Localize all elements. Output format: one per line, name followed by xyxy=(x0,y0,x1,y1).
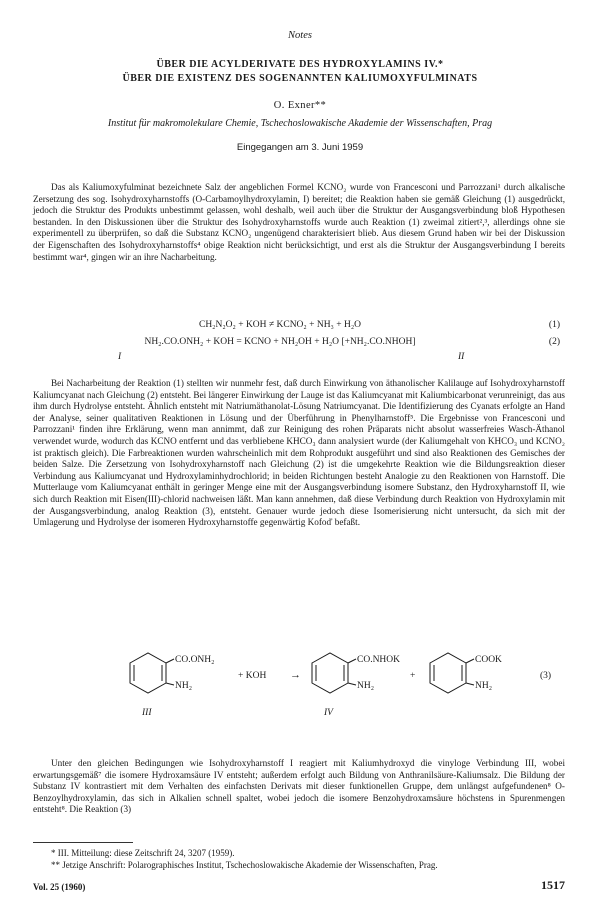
equation-2-number: (2) xyxy=(548,337,560,347)
compound-IV-group1: CO.NHOK xyxy=(357,655,401,665)
compound-III-structure xyxy=(130,653,214,718)
reagent-koh: + KOH xyxy=(238,671,267,681)
equation-1-text: CH₂N₂O₂ + KOH ≠ KCNO₂ + NH₃ + H₂O xyxy=(198,320,362,330)
equation-2-labels xyxy=(60,352,500,364)
substituent-bond xyxy=(466,659,474,663)
page-number: 1517 xyxy=(541,878,565,892)
compound-K-group1: COOK xyxy=(475,655,502,665)
substituent-bond xyxy=(348,683,356,685)
plus-sign: + xyxy=(410,671,416,681)
received-date: Eingegangen am 3. Juni 1959 xyxy=(236,142,364,153)
paragraph-1: Das als Kaliumoxyfulminat bezeichnete Salz der angeblichen Formel KCNO₂ wurde von Francesconi und Parrozzani¹ durch alkalische Zersetzung des sog. Isohydroxyharnstoffs (O-Carbamoylhydroxylamin, I) bereitet; die Reaktion haben sie gemäß Gleichung (1) ausgedrückt, jedoch die Struktur des Produkts unbestimmt gelassen, wohl deshalb, weil auch über die Struktur der Ausgangsverbindung bloß Hypothesen bestanden. In den Diskussionen über die Struktur des Isohydroxyharnstoffs wurde auch Reaktion (1) zweimal zitiert²,³, allerdings ohne sie experimentell zu überprüfen, so daß die Substanz KCNO₂ ungenügend charakterisiert blieb. Aus diesem Grund haben wir bei der Diskussion der Eigenschaften des Isohydroxyharnstoffs⁴ obige Reaktion nicht berücksichtigt, und erst als die Struktur der Ausgangsverbindung I bereits bestimmt war⁴, gingen wir an ihre Nacharbeitung. xyxy=(33,182,565,262)
reaction-3-scheme xyxy=(110,645,570,735)
label-compound-III: III xyxy=(142,708,152,718)
author: O. Exner** xyxy=(273,100,327,111)
paragraph-2: Bei Nacharbeitung der Reaktion (1) stellten wir nunmehr fest, daß durch Einwirkung von äthanolischer Kalilauge auf Isohydroxyharnstoff Kaliumcyanat nach Gleichung (2) entsteht. Bei längerer Einwirkung der Lauge ist das Kaliumcyanat mit Kaliumbicarbonat verunreinigt, das aus ihm durch Hydrolyse entsteht. Ähnlich entsteht mit Natriumäthanolat-Lösung Natriumcyanat. Die Identifizierung des Cyanats erfolgte an Hand der Analyse, seiner qualitativen Reaktionen in Lösung und der Überführung in Phenylharnstoff⁵. Die Ergebnisse von Francesconi und Parrozzani¹ finden ihre Erklärung, wenn man annimmt, daß zur Reinigung des rohen Präparats nicht absolut wasserfreies Wasch-Äthanol verwendet wurde, wodurch das KCNO entfernt und das verbliebene KHCO₃ dann analysiert wurde (der Kaliumgehalt von KHCO₃ und KCNO₂ ist praktisch gleich). Die Farbreaktionen wurden wahrscheinlich mit dem Rohprodukt ausgeführt und sind also Reaktionen des Gemisches der beiden Salze. Die Zersetzung von Isohydroxyharnstoff nach Gleichung (2) ist die umgekehrte Reaktion wie die Bildungsreaktion dieser Verbindung aus Kaliumcyanat und Hydroxylaminhydrochlorid; in beiden Richtungen besteht Analogie zu den Reaktionen von Harnstoff. Die Mutterlauge vom Kaliumcyanat enthält in geringer Menge eine mit der Ausgangsverbindung isomere Substanz, den Hydroxyharnstoff II, wie sich durch Reaktion mit Eisen(III)-chlorid nachweisen läßt. Man kann annehmen, daß diese Verbindung durch Reaktion von Hydroxylamin mit der Ausgangsverbindung, analog Reaktion (3), entsteht. Genauer wurde jedoch diese Isomerisierung nicht untersucht, da sich mit der Umlagerung und Hydrolyse der isomeren Hydroxyharnstoffe gegenwärtig Kofoď befaßt. xyxy=(33,378,565,528)
benzene-ring xyxy=(430,653,466,693)
equation-1-number: (1) xyxy=(548,320,560,330)
compound-III-group1: CO.ONH₂ xyxy=(175,655,215,665)
substituent-bond xyxy=(466,683,474,685)
label-compound-I: I xyxy=(118,352,122,362)
benzene-ring xyxy=(312,653,348,693)
footnote-2: ** Jetzige Anschrift: Polarographisches Institut, Tschechoslowakische Akademie der Wissenschaften, Prag. xyxy=(51,860,438,870)
substituent-bond xyxy=(348,659,356,663)
affiliation: Institut für makromolekulare Chemie, Tschechoslowakische Akademie der Wissenschaften, Prag xyxy=(107,118,493,129)
label-compound-II: II xyxy=(458,352,465,362)
equation-2-text: NH₂.CO.ONH₂ + KOH = KCNO + NH₂OH + H₂O [+NH₂.CO.NHOH] xyxy=(144,337,416,347)
compound-IV-group2: NH₂ xyxy=(357,681,375,691)
compound-IV-structure xyxy=(312,653,400,718)
title-line-2: ÜBER DIE EXISTENZ DES SOGENANNTEN KALIUMOXYFULMINATS xyxy=(122,73,478,84)
equation-2 xyxy=(60,337,560,349)
benzene-ring xyxy=(130,653,166,693)
potassium-anthranilate-structure xyxy=(430,653,502,693)
equation-1 xyxy=(60,320,560,332)
footnote-divider xyxy=(33,842,133,843)
volume-info: Vol. 25 (1960) xyxy=(33,882,86,892)
label-compound-IV: IV xyxy=(324,708,333,718)
substituent-bond xyxy=(166,659,174,663)
reaction-arrow: → xyxy=(290,669,301,681)
equation-3-number: (3) xyxy=(540,671,552,681)
paragraph-3: Unter den gleichen Bedingungen wie Isohydroxyharnstoff I reagiert mit Kaliumhydroxyd die vinyloge Verbindung III, wobei erwartungsgemäß⁷ die isomere Hydroxamsäure IV entsteht; außerdem erfolgt auch Bildung von Anthranilsäure-Kaliumsalz. Die Bildung der Substanz IV kontrastiert mit dem Verhalten des einfachsten Derivats mit dieser funktionellen Gruppe, dem unlängst aufgefundenen⁸ O-Benzoylhydroxylamin, das sich in Alkalien schnell spaltet, wobei jedoch die isomere Benzohydroxamsäure höchstens in Spurenmengen entsteht⁸. Die Reaktion (3) xyxy=(33,758,565,815)
compound-III-group2: NH₂ xyxy=(175,681,193,691)
footnote-1: * III. Mitteilung: diese Zeitschrift 24, 3207 (1959). xyxy=(51,848,235,858)
compound-K-group2: NH₂ xyxy=(475,681,493,691)
section-header: Notes xyxy=(288,30,312,41)
title-line-1: ÜBER DIE ACYLDERIVATE DES HYDROXYLAMINS IV.* xyxy=(156,59,444,70)
substituent-bond xyxy=(166,683,174,685)
article-title xyxy=(30,58,570,86)
